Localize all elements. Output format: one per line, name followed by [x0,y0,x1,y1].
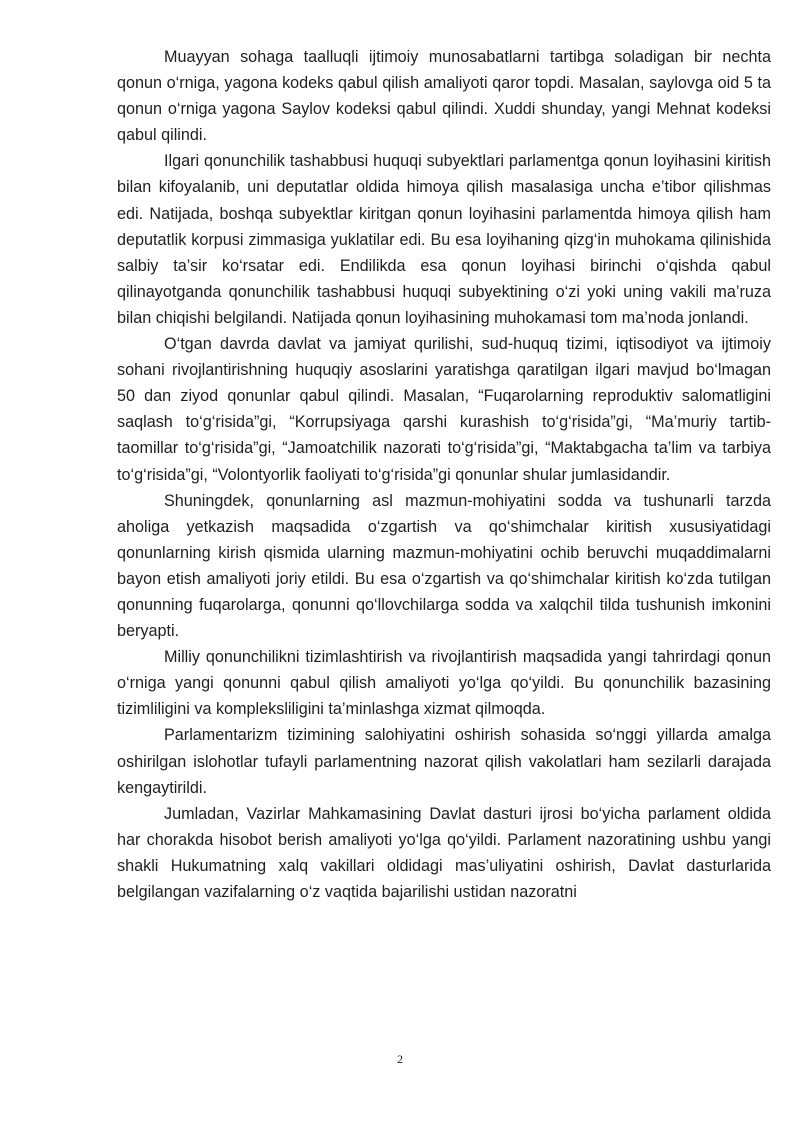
body-text [117,44,771,905]
paragraph-3: O‘tgan davrda davlat va jamiyat qurilishi, sud-huquq tizimi, iqtisodiyot va ijtimoiy sohani rivojlantirishning huquqiy asoslarini yaratishga qaratilgan ilgari mavjud bo‘lmagan 50 dan ziyod qonunlar qabul qilindi. Masalan, “Fuqarolarning reproduktiv salomatligini saqlash to‘g‘risida”gi, “Korrupsiyaga qarshi kurashish to‘g‘risida”gi, “Ma’muriy tartib-taomillar to‘g‘risida”gi, “Jamoatchilik nazorati to‘g‘risida”gi, “Maktabgacha ta’lim va tarbiya to‘g‘risida”gi, “Volontyorlik faoliyati to‘g‘risida”gi qonunlar shular jumlasidandir. [117,335,771,484]
paragraph-1: Muayyan sohaga taalluqli ijtimoiy munosabatlarni tartibga soladigan bir nechta qonun o‘rniga, yagona kodeks qabul qilish amaliyoti qaror topdi. Masalan, saylovga oid 5 ta qonun o‘rniga yagona Saylov kodeksi qabul qilindi. Xuddi shunday, yangi Mehnat kodeksi qabul qilindi. [117,48,771,145]
page-number: 2 [397,1052,403,1066]
paragraph-4: Shuningdek, qonunlarning asl mazmun-mohiyatini sodda va tushunarli tarzda aholiga yetkazish maqsadida o‘zgartish va qo‘shimchalar kiritish xususiyatidagi qonunlarning kirish qismida ularning mazmun-mohiyatini ochib beruvchi muqaddimalarni bayon etish amaliyoti joriy etildi. Bu esa o‘zgartish va qo‘shimchalar kiritish ko‘zda tutilgan qonunning fuqarolarga, qonunni qo‘llovchilarga sodda va xalqchil tilda tushunish imkonini beryapti. [117,491,771,641]
paragraph-7: Jumladan, Vazirlar Mahkamasining Davlat dasturi ijrosi bo‘yicha parlament oldida har chorakda hisobot berish amaliyoti yo‘lga qo‘yildi. Parlament nazoratining ushbu yangi shakli Hukumatning xalq vakillari oldidagi mas’uliyatini oshirish, Davlat dasturlarida belgilangan vazifalarning o‘z vaqtida bajarilishi ustidan nazoratni [117,804,771,901]
paragraph-2: Ilgari qonunchilik tashabbusi huquqi subyektlari parlamentga qonun loyihasini kiritish bilan kifoyalanib, uni deputatlar oldida himoya qilish masalasiga uncha e’tibor qilishmas edi. Natijada, boshqa subyektlar kiritgan qonun loyihasini parlamentda himoya qilish ham deputatlik korpusi zimmasiga yuklatilar edi. Bu esa loyihaning qizg‘in muhokama qilinishida salbiy ta’sir ko‘rsatar edi. Endilikda esa qonun loyihasi birinchi o‘qishda qabul qilinayotganda qonunchilik tashabbusi huquqi subyektining o‘zi yoki uning vakili ma’ruza bilan chiqishi belgilandi. Natijada qonun loyihasining muhokamasi tom ma’noda jonlandi. [117,152,771,327]
paragraph-6: Parlamentarizm tizimining salohiyatini oshirish sohasida so‘nggi yillarda amalga oshirilgan islohotlar tufayli parlamentning nazorat qilish vakolatlari ham sezilarli darajada kengaytirildi. [117,726,771,797]
paragraph-5: Milliy qonunchilikni tizimlashtirish va rivojlantirish maqsadida yangi tahrirdagi qonun o‘rniga yangi qonunni qabul qilish amaliyoti yo‘lga qo‘yildi. Bu qonunchilik bazasining tizimliligini va kompleksliligini ta’minlashga xizmat qilmoqda. [117,648,771,719]
